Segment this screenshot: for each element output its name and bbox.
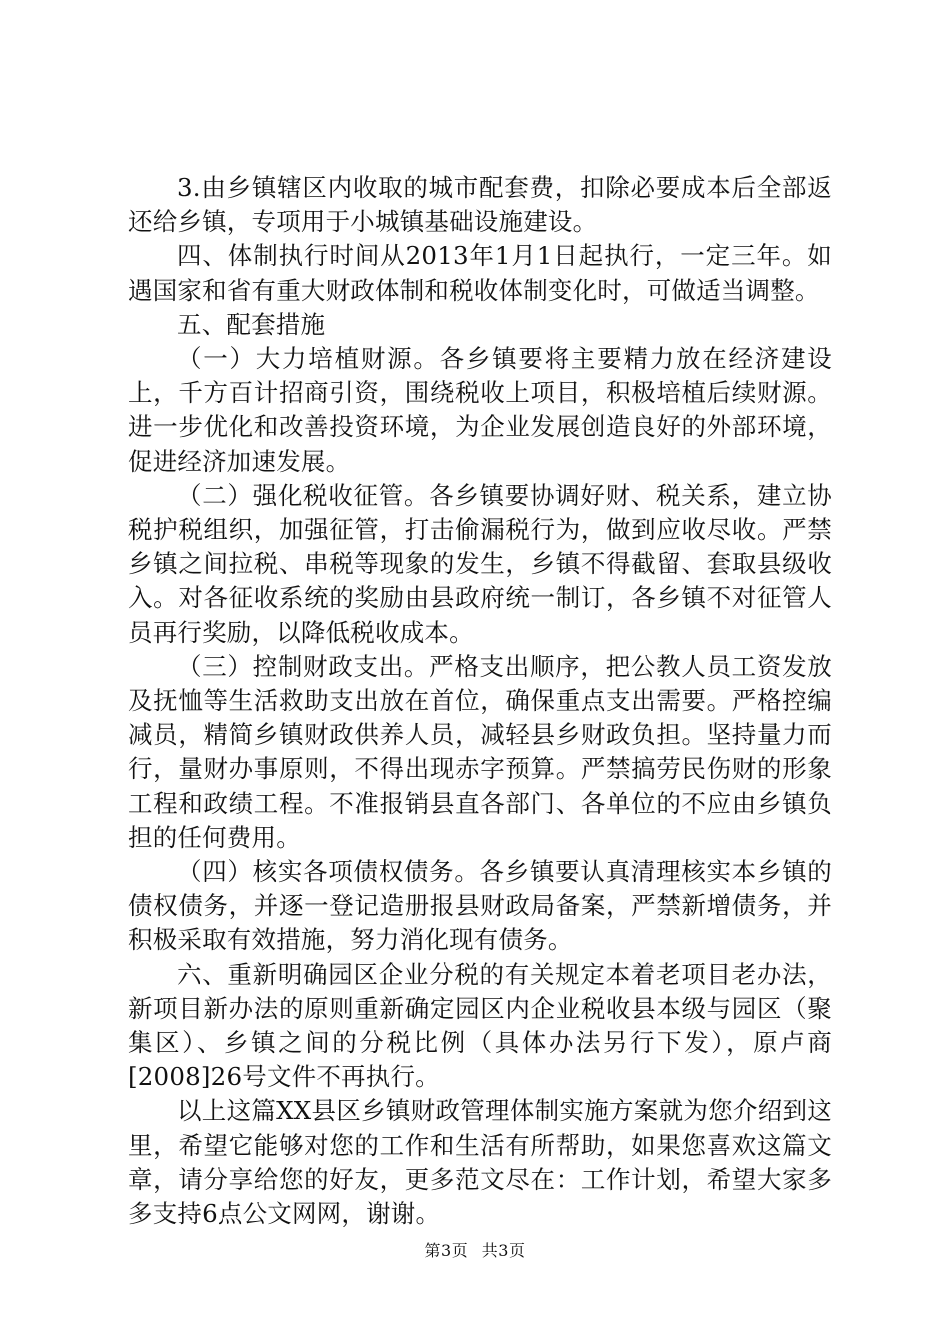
paragraph-system-period: 四、体制执行时间从2013年1月1日起执行，一定三年。如遇国家和省有重大财政体制和税收体制变化时，可做适当调整。 — [128, 241, 832, 305]
paragraph-measure-3: （三）控制财政支出。严格支出顺序，把公教人员工资发放及抚恤等生活救助支出放在首位，确保重点支出需要。严格控编减员，精简乡镇财政供养人员，减轻县乡财政负担。坚持量力而行，量财办事原则，不得出现赤字预算。严禁搞劳民伤财的形象工程和政绩工程。不准报销县直各部门、各单位的不应由乡镇负担的任何费用。 — [128, 651, 832, 852]
paragraph-measure-2: （二）强化税收征管。各乡镇要协调好财、税关系，建立协税护税组织，加强征管，打击偷漏税行为，做到应收尽收。严禁乡镇之间拉税、串税等现象的发生，乡镇不得截留、套取县级收入。对各征收系统的奖励由县政府统一制订，各乡镇不对征管人员再行奖励，以降低税收成本。 — [128, 480, 832, 647]
heading-supporting-measures: 五、配套措施 — [177, 309, 326, 339]
paragraph-park-tax: 六、重新明确园区企业分税的有关规定本着老项目老办法，新项目新办法的原则重新确定园区内企业税收县本级与园区（聚集区）、乡镇之间的分税比例（具体办法另行下发），原卢商[2008]26号文件不再执行。 — [128, 959, 832, 1092]
paragraph-measure-1: （一）大力培植财源。各乡镇要将主要精力放在经济建设上，千方百计招商引资，围绕税收上项目，积极培植后续财源。进一步优化和改善投资环境，为企业发展创造良好的外部环境，促进经济加速发展。 — [128, 344, 832, 476]
page-number-total: 共3页 — [481, 1241, 526, 1260]
document-body — [128, 171, 832, 1231]
paragraph-closing: 以上这篇XX县区乡镇财政管理体制实施方案就为您介绍到这里，希望它能够对您的工作和生活有所帮助，如果您喜欢这篇文章，请分享给您的好友，更多范文尽在：工作计划，希望大家多多支持6点公文网网，谢谢。 — [128, 1096, 832, 1229]
paragraph-city-fee: 3.由乡镇辖区内收取的城市配套费，扣除必要成本后全部返还给乡镇，专项用于小城镇基础设施建设。 — [128, 173, 832, 237]
page-number-current: 第3页 — [424, 1241, 469, 1260]
page-footer — [0, 1240, 950, 1262]
paragraph-measure-4: （四）核实各项债权债务。各乡镇要认真清理核实本乡镇的债权债务，并逐一登记造册报县财政局备案，严禁新增债务，并积极采取有效措施，努力消化现有债务。 — [128, 857, 832, 955]
